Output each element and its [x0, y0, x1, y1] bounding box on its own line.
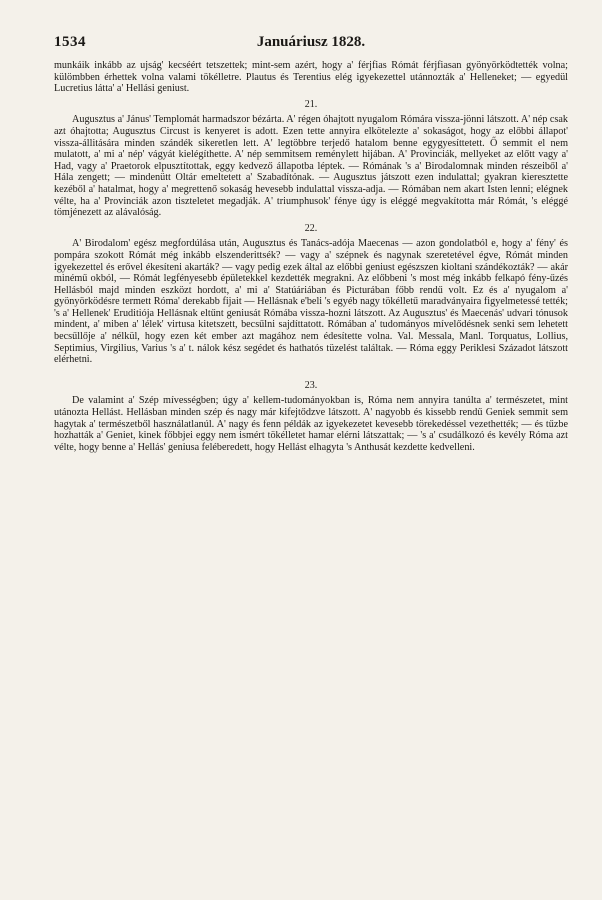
page-header: [54, 34, 568, 60]
body-text: [54, 60, 568, 453]
section-22-paragraph: A' Birodalom' egész megfordúlása után, Augusztus és Tanács-adója Maecenas — azon gondolatból e, hogy a' fény' és pompára szokott Rómát még inkább elszenderittsék? — vagy a' szépnek és nagynak szeretetével égve, Rómát minden igyekezettel és erővel ékesíteni akarták? — vagy pedig ezek által az előbbi geniust egészszen kioltani szándékozták? — akár minémű okból, — Rómát legfényesebb épületekkel kezdették megrakni. Az előbbeni 's most még inkább felkapó fény-űzés Hellásból majd minden eszközt hordott, a' mi a' Statúáriában és Picturában főbb rendű volt. Ez és a' nyugalom a' gyönyörködésre termett Róma' derekabb fijait — Hellásnak e'beli 's egyéb nagy tökélletű maradványaira figyelmetessé tették; 's a' Hellenek' Eruditiója Hellásnak eltűnt geniusát Rómába vissza-hozni látszott. Az Augusztus' és Maecenás' udvari tónusok mindent, a' miben a' lélek' virtusa kitetszett, becsűlni sajdíttatott. Rómában a' tudományos mívelődésnek senki sem lehetett becsűllője a' nélkül, hogy ezen két ember azt magához nem édesítette volna. Val. Messala, Manl. Torquatus, Lollius, Septimius, Virgilius, Varius 's a' t. nálok kész segédet és hathatós tüzelést találtak. — Róma eggy Periklesi Századot látszott elérhetni.: [54, 238, 568, 366]
section-number-23: 23.: [304, 379, 318, 391]
section-23-paragraph: De valamint a' Szép mívességben; úgy a' kellem-tudományokban is, Róma nem annyira tanúlta a' természetet, mint utánozta Hellást. Hellásban minden szép és nagy már kifejtődzve látszott. A' nagyobb és kissebb rendű Geniek semmit sem hagytak a' természetből használatlanúl. A' nagy és fenn példák az igyekezetet kevesebb törekedéssel vezethették; — és tűzbe hozhatták a' Geniet, kinek főbbjei eggy nem ismért tökélletet hamar elérni látszattak; — 's a' csudálkozó és kevély Róma azt vélte, hogy benne a' Hellás' geniusa feléberedett, hogy Hellást elhagyta 's Anthusát kezdette kedvelleni.: [54, 395, 568, 453]
running-title: Januáriusz 1828.: [256, 34, 366, 50]
section-number-21: 21.: [304, 98, 318, 110]
section-21-paragraph: Augusztus a' Jánus' Templomát harmadszor bézárta. A' régen óhajtott nyugalom Rómára vissza-jönni látszott. A' nép csak azt óhajtotta; Augusztus Circust is kenyeret is adott. Ezen tette annyira elkötelezte a' sokaságot, hogy az előbbi állapot' vissza-állitására minden szándék sikeretlen lett. A' legtöbbre terjedő hatalom benne egygyesíttetett. Ő semmit el nem mulatott, a' mi a' nép' vágyát kielégíthette. A' nép semmitsem reménylett hijában. A' Provinciák, mellyeket az előtt vagy a' Had, vagy a' Praetorok elpusztítottak, eggy kedvező állapotba léptek. — Rómának 's a' Birodalomnak minden részeiből a' Hála zengett; — mindenütt Oltár emeltetett a' Szabadítónak. — Augusztus játszott ezen indulattal; gyakran kieresztette kezéből a' hatalmat, hogy a' megrettenő sokaság hevesebb indulattal vissza-adja. — Rómában nem akart Isten lenni; elégnek vélte, ha a' Provinciák azon tiszteletet megadják. A' triumphusok' fénye úgy is eléggé megvakította már Rómát, 's eléggé tömjénezett az alávalóság.: [54, 114, 568, 219]
section-number-22: 22.: [304, 222, 318, 234]
page-number: 1534: [54, 34, 86, 50]
intro-paragraph: munkáik inkább az ujság' kecséért tetszettek; mint-sem azért, hogy a' férjfias Rómát férjfiasan gyönyörködtették volna; külömbben érhettek volna valami tökélletre. Plautus és Terentius elég igyekezettel utánnozták a' Helleneket; — egyedül Lucretius látta' a' Hellási geniust.: [54, 60, 568, 95]
